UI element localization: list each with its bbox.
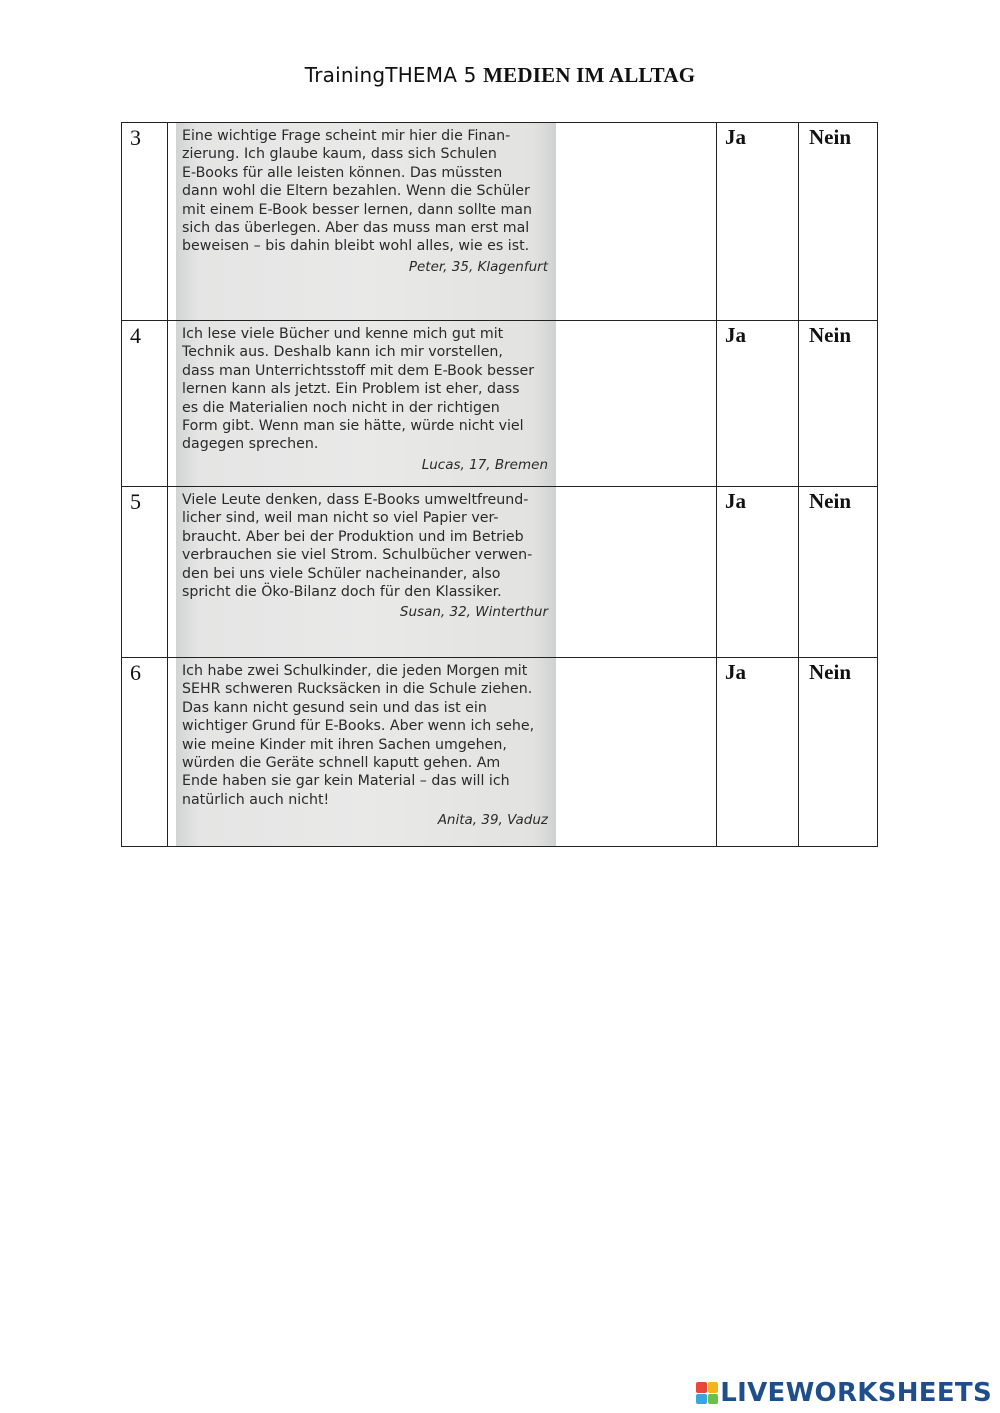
answer-ja[interactable]: Ja bbox=[717, 321, 799, 487]
statement-line: lernen kann als jetzt. Ein Problem ist eher, dass bbox=[182, 381, 520, 398]
table-row bbox=[122, 123, 878, 321]
statement-scan bbox=[176, 487, 556, 657]
statement-line: Viele Leute denken, dass E-Books umweltfreund- bbox=[182, 492, 529, 508]
statement-line: verbrauchen sie viel Strom. Schulbücher verwen- bbox=[182, 547, 533, 564]
answer-nein[interactable]: Nein bbox=[799, 658, 878, 847]
table-row bbox=[122, 321, 878, 487]
answer-nein[interactable]: Nein bbox=[799, 487, 878, 658]
table-row bbox=[122, 658, 878, 847]
answer-ja[interactable]: Ja bbox=[717, 123, 799, 321]
statement-cell bbox=[168, 123, 717, 321]
statement-line: braucht. Aber bei der Produktion und im Betrieb bbox=[182, 528, 524, 545]
item-number: 4 bbox=[122, 321, 168, 487]
statement-cell bbox=[168, 487, 717, 658]
statement-scan bbox=[176, 321, 556, 486]
statement-author: Susan, 32, Winterthur bbox=[399, 604, 548, 621]
statement-line: Ich habe zwei Schulkinder, die jeden Morgen mit bbox=[182, 663, 528, 679]
statement-scan bbox=[176, 123, 556, 320]
statement-line: Form gibt. Wenn man sie hätte, würde nicht viel bbox=[182, 418, 524, 435]
statement-line: dass man Unterrichtsstoff mit dem E-Book besser bbox=[182, 362, 535, 379]
answer-nein[interactable]: Nein bbox=[799, 321, 878, 487]
statement-line: den bei uns viele Schüler nacheinander, also bbox=[182, 565, 501, 582]
statement-line: wichtiger Grund für E-Books. Aber wenn ich sehe, bbox=[182, 718, 535, 735]
logo-square-blue bbox=[696, 1394, 707, 1405]
statement-line: beweisen – bis dahin bleibt wohl alles, wie es ist. bbox=[182, 238, 530, 255]
statement-line: SEHR schweren Rucksäcken in die Schule ziehen. bbox=[182, 681, 533, 698]
liveworksheets-logo bbox=[696, 1378, 992, 1408]
statement-line: E-Books für alle leisten können. Das müssten bbox=[182, 164, 503, 181]
statement-cell bbox=[168, 658, 717, 847]
page-title-topic: MEDIEN IM ALLTAG bbox=[483, 63, 696, 87]
statement-line: natürlich auch nicht! bbox=[182, 791, 330, 808]
answer-nein[interactable]: Nein bbox=[799, 123, 878, 321]
statement-line: licher sind, weil man nicht so viel Papier ver- bbox=[182, 510, 499, 527]
statement-cell bbox=[168, 321, 717, 487]
logo-square-red bbox=[696, 1382, 707, 1393]
statement-line: mit einem E-Book besser lernen, dann sollte man bbox=[182, 201, 532, 218]
statement-author: Lucas, 17, Bremen bbox=[421, 456, 548, 473]
statement-scan bbox=[176, 658, 556, 846]
statement-line: dagegen sprechen. bbox=[182, 436, 319, 453]
item-number: 6 bbox=[122, 658, 168, 847]
statement-line: Das kann nicht gesund sein und das ist ein bbox=[182, 699, 487, 716]
table-row bbox=[122, 487, 878, 658]
statement-author: Anita, 39, Vaduz bbox=[437, 812, 548, 829]
statement-line: Ich lese viele Bücher und kenne mich gut mit bbox=[182, 326, 504, 342]
logo-square-green bbox=[708, 1394, 719, 1405]
exercise-table bbox=[121, 122, 878, 847]
page-title-training: TrainingTHEMA 5 bbox=[304, 63, 484, 87]
statement-line: Ende haben sie gar kein Material – das will ich bbox=[182, 773, 510, 790]
statement-line: sich das überlegen. Aber das muss man erst mal bbox=[182, 220, 530, 237]
statement-line: spricht die Öko-Bilanz doch für den Klassiker. bbox=[182, 584, 502, 601]
statement-line: würden die Geräte schnell kaputt gehen. Am bbox=[182, 755, 501, 772]
item-number: 3 bbox=[122, 123, 168, 321]
statement-line: Eine wichtige Frage scheint mir hier die Finan- bbox=[182, 128, 511, 144]
statement-line: zierung. Ich glaube kaum, dass sich Schulen bbox=[182, 146, 497, 163]
answer-ja[interactable]: Ja bbox=[717, 658, 799, 847]
answer-ja[interactable]: Ja bbox=[717, 487, 799, 658]
liveworksheets-logo-icon bbox=[696, 1382, 718, 1404]
item-number: 5 bbox=[122, 487, 168, 658]
statement-line: es die Materialien noch nicht in der richtigen bbox=[182, 399, 500, 416]
liveworksheets-brand: LIVEWORKSHEETS bbox=[720, 1378, 992, 1408]
statement-line: Technik aus. Deshalb kann ich mir vorstellen, bbox=[182, 344, 503, 361]
logo-square-yellow bbox=[708, 1382, 719, 1393]
page-title bbox=[0, 62, 1000, 88]
statement-line: wie meine Kinder mit ihren Sachen umgehen, bbox=[182, 736, 507, 753]
statement-line: dann wohl die Eltern bezahlen. Wenn die Schüler bbox=[182, 183, 530, 200]
statement-author: Peter, 35, Klagenfurt bbox=[408, 258, 548, 275]
